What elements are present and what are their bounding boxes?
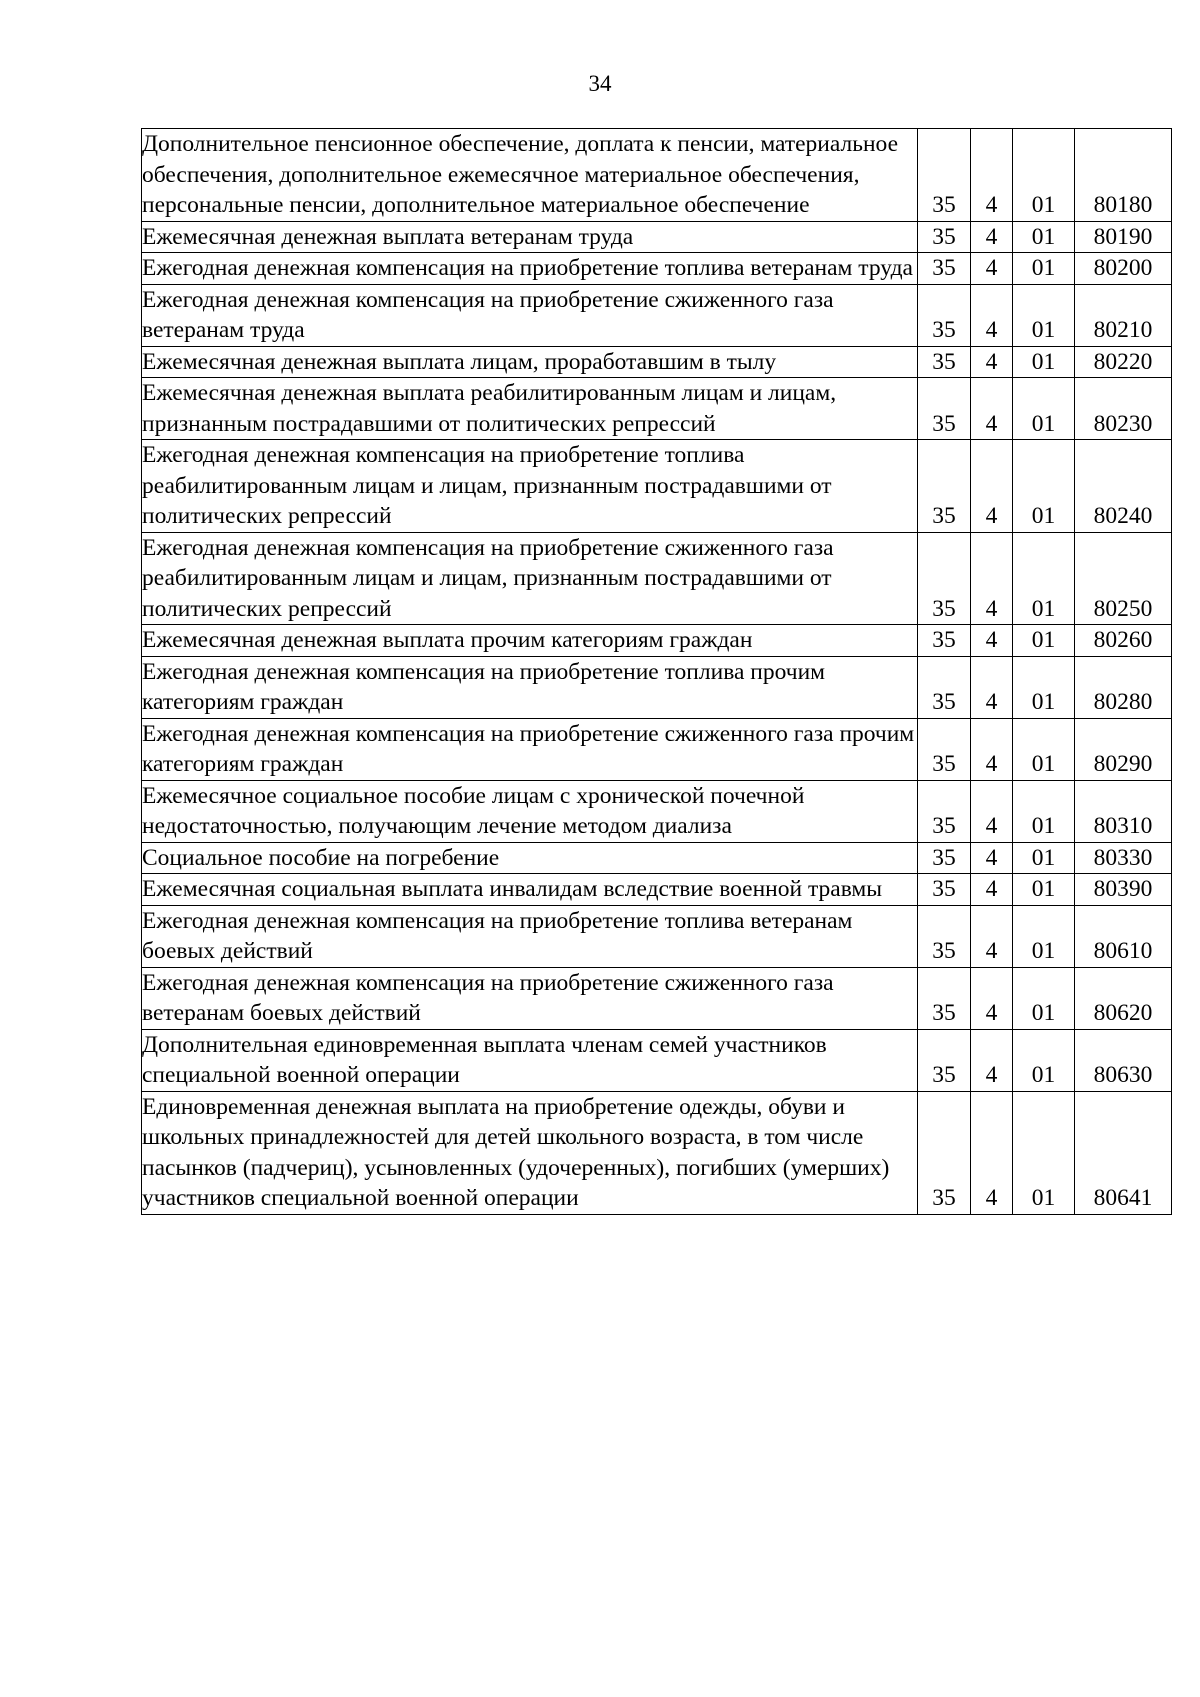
page-number: 34 (588, 71, 612, 96)
table-row (142, 967, 1172, 1029)
row-code-1: 35 (918, 905, 971, 967)
row-description: Ежемесячная денежная выплата реабилитированным лицам и лицам, признанным пострадавшими от политических репрессий (142, 378, 918, 440)
row-code-2: 4 (971, 378, 1013, 440)
row-code-2: 4 (971, 1091, 1013, 1214)
row-code-4: 80190 (1075, 221, 1172, 253)
row-code-4: 80630 (1075, 1029, 1172, 1091)
row-code-2: 4 (971, 129, 1013, 222)
row-code-4: 80390 (1075, 874, 1172, 906)
row-description: Ежегодная денежная компенсация на приобретение топлива ветеранам боевых действий (142, 905, 918, 967)
row-description: Ежемесячное социальное пособие лицам с хронической почечной недостаточностью, получающим лечение методом диализа (142, 780, 918, 842)
row-description: Ежегодная денежная компенсация на приобретение топлива прочим категориям граждан (142, 656, 918, 718)
table-row (142, 253, 1172, 285)
row-code-3: 01 (1013, 625, 1075, 657)
row-code-1: 35 (918, 532, 971, 625)
row-code-1: 35 (918, 625, 971, 657)
row-code-1: 35 (918, 1029, 971, 1091)
row-code-1: 35 (918, 842, 971, 874)
table-row (142, 842, 1172, 874)
row-description: Ежемесячная денежная выплата прочим категориям граждан (142, 625, 918, 657)
table-row (142, 532, 1172, 625)
row-description: Ежегодная денежная компенсация на приобретение сжиженного газа прочим категориям граждан (142, 718, 918, 780)
row-code-4: 80260 (1075, 625, 1172, 657)
row-code-3: 01 (1013, 221, 1075, 253)
row-code-3: 01 (1013, 780, 1075, 842)
table-row (142, 129, 1172, 222)
row-code-3: 01 (1013, 656, 1075, 718)
row-code-4: 80210 (1075, 284, 1172, 346)
row-code-1: 35 (918, 346, 971, 378)
row-code-2: 4 (971, 532, 1013, 625)
row-code-2: 4 (971, 656, 1013, 718)
row-code-2: 4 (971, 1029, 1013, 1091)
row-code-3: 01 (1013, 1029, 1075, 1091)
row-code-2: 4 (971, 284, 1013, 346)
row-code-3: 01 (1013, 284, 1075, 346)
table-row (142, 1029, 1172, 1091)
budget-classification-table (141, 128, 1172, 1215)
table-row (142, 656, 1172, 718)
row-code-3: 01 (1013, 440, 1075, 533)
table-row (142, 1091, 1172, 1214)
row-code-3: 01 (1013, 718, 1075, 780)
row-code-1: 35 (918, 780, 971, 842)
row-description: Ежегодная денежная компенсация на приобретение сжиженного газа ветеранам труда (142, 284, 918, 346)
table-row (142, 284, 1172, 346)
row-code-1: 35 (918, 221, 971, 253)
row-code-1: 35 (918, 284, 971, 346)
row-code-3: 01 (1013, 1091, 1075, 1214)
row-description: Единовременная денежная выплата на приобретение одежды, обуви и школьных принадлежностей для детей школьного возраста, в том числе пасынков (падчериц), усыновленных (удочеренных), погибших (умерших) участников специальной военной операции (142, 1091, 918, 1214)
table-row (142, 378, 1172, 440)
row-code-3: 01 (1013, 967, 1075, 1029)
table-row (142, 874, 1172, 906)
row-code-1: 35 (918, 440, 971, 533)
row-code-3: 01 (1013, 874, 1075, 906)
row-description: Ежемесячная социальная выплата инвалидам вследствие военной травмы (142, 874, 918, 906)
row-code-4: 80641 (1075, 1091, 1172, 1214)
row-code-4: 80230 (1075, 378, 1172, 440)
row-code-1: 35 (918, 129, 971, 222)
table-row (142, 718, 1172, 780)
row-code-4: 80620 (1075, 967, 1172, 1029)
row-code-3: 01 (1013, 842, 1075, 874)
row-description: Ежегодная денежная компенсация на приобретение сжиженного газа ветеранам боевых действий (142, 967, 918, 1029)
row-code-2: 4 (971, 221, 1013, 253)
row-code-3: 01 (1013, 532, 1075, 625)
row-code-4: 80240 (1075, 440, 1172, 533)
row-code-4: 80250 (1075, 532, 1172, 625)
row-code-1: 35 (918, 656, 971, 718)
row-code-4: 80330 (1075, 842, 1172, 874)
row-code-2: 4 (971, 780, 1013, 842)
row-code-4: 80220 (1075, 346, 1172, 378)
row-code-1: 35 (918, 874, 971, 906)
row-code-3: 01 (1013, 129, 1075, 222)
table-row (142, 905, 1172, 967)
row-code-4: 80200 (1075, 253, 1172, 285)
row-code-2: 4 (971, 625, 1013, 657)
row-code-4: 80280 (1075, 656, 1172, 718)
row-code-3: 01 (1013, 905, 1075, 967)
table-row (142, 780, 1172, 842)
row-code-3: 01 (1013, 378, 1075, 440)
row-code-2: 4 (971, 346, 1013, 378)
row-code-1: 35 (918, 967, 971, 1029)
table-row (142, 625, 1172, 657)
row-code-1: 35 (918, 1091, 971, 1214)
table-row (142, 440, 1172, 533)
row-code-2: 4 (971, 874, 1013, 906)
row-code-4: 80290 (1075, 718, 1172, 780)
row-description: Дополнительное пенсионное обеспечение, доплата к пенсии, материальное обеспечения, дополнительное ежемесячное материальное обеспечения, персональные пенсии, дополнительное материальное обеспечение (142, 129, 918, 222)
table-row (142, 221, 1172, 253)
row-code-4: 80180 (1075, 129, 1172, 222)
row-code-1: 35 (918, 378, 971, 440)
table-row (142, 346, 1172, 378)
row-description: Ежегодная денежная компенсация на приобретение сжиженного газа реабилитированным лицам и лицам, признанным пострадавшими от политических репрессий (142, 532, 918, 625)
row-code-4: 80310 (1075, 780, 1172, 842)
row-code-4: 80610 (1075, 905, 1172, 967)
row-code-3: 01 (1013, 253, 1075, 285)
row-code-1: 35 (918, 718, 971, 780)
row-code-2: 4 (971, 253, 1013, 285)
row-code-1: 35 (918, 253, 971, 285)
row-code-2: 4 (971, 842, 1013, 874)
row-description: Ежемесячная денежная выплата лицам, проработавшим в тылу (142, 346, 918, 378)
row-code-2: 4 (971, 440, 1013, 533)
row-description: Социальное пособие на погребение (142, 842, 918, 874)
row-code-3: 01 (1013, 346, 1075, 378)
row-description: Ежегодная денежная компенсация на приобретение топлива реабилитированным лицам и лицам, признанным пострадавшими от политических репрессий (142, 440, 918, 533)
row-code-2: 4 (971, 905, 1013, 967)
row-code-2: 4 (971, 967, 1013, 1029)
row-description: Ежемесячная денежная выплата ветеранам труда (142, 221, 918, 253)
row-code-2: 4 (971, 718, 1013, 780)
row-description: Дополнительная единовременная выплата членам семей участников специальной военной операции (142, 1029, 918, 1091)
row-description: Ежегодная денежная компенсация на приобретение топлива ветеранам труда (142, 253, 918, 285)
